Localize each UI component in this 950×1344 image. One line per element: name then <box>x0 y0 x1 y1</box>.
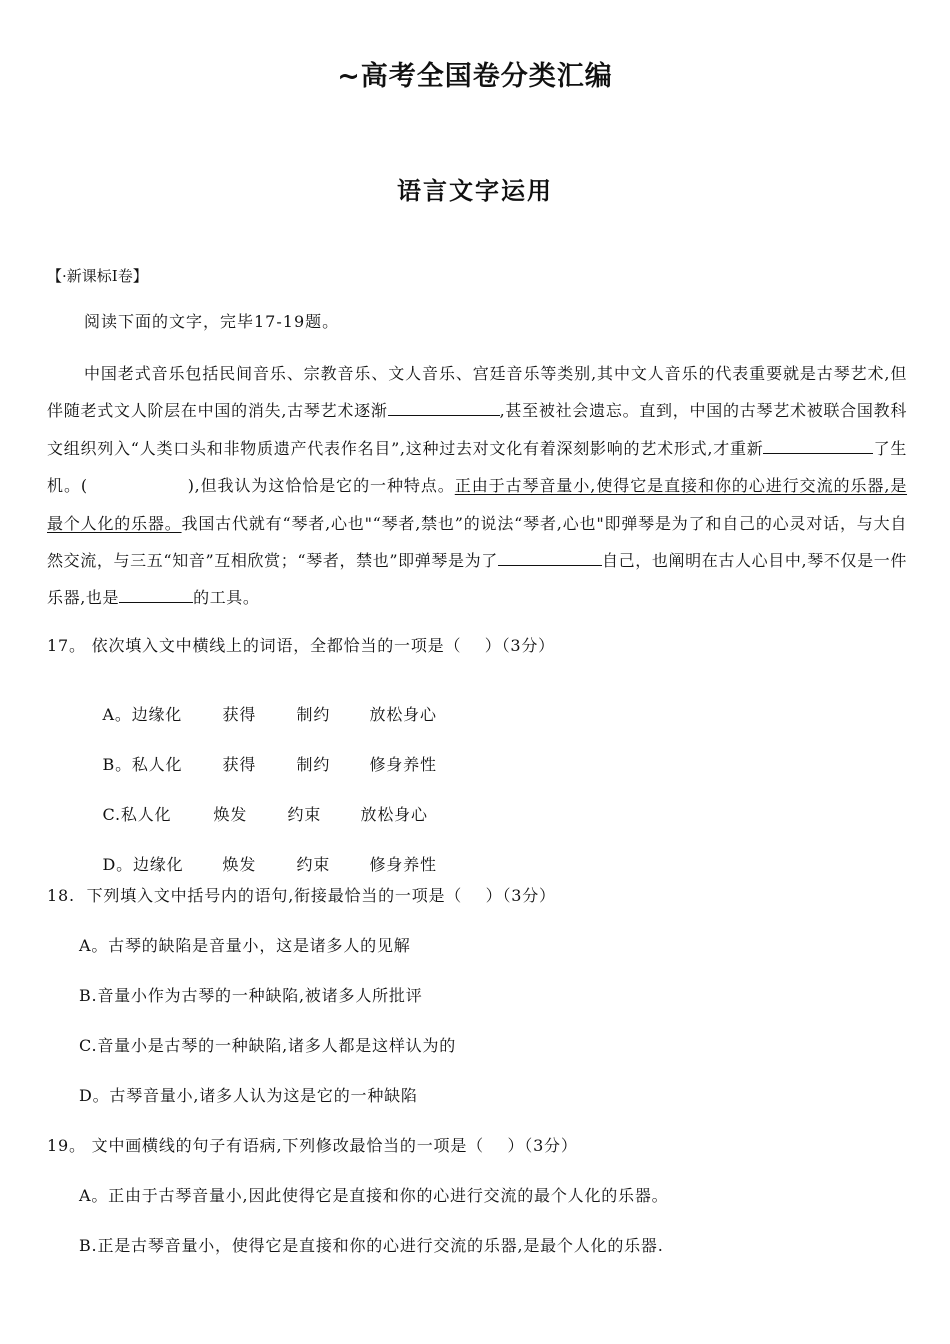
exam-source-tag: 【·新课标Ⅰ卷】 <box>47 267 148 285</box>
question-18-option-b: B.音量小作为古琴的一种缺陷,被诸多人所批评 <box>79 986 423 1005</box>
question-17-stem: 17。 依次填入文中横线上的词语，全都恰当的一项是（ ）（3分） <box>47 636 555 655</box>
option-word: 制约 <box>296 755 331 774</box>
passage-text-4: ),但我认为这恰恰是它的一种特点。 <box>187 476 455 496</box>
option-word: 放松身心 <box>369 705 437 724</box>
passage-text-7: 的工具。 <box>193 588 260 608</box>
option-word: 放松身心 <box>360 805 428 824</box>
question-19-option-a: A。正由于古琴音量小,因此使得它是直接和你的心进行交流的最个人化的乐器。 <box>79 1186 669 1205</box>
option-word: A。边缘化 <box>102 705 183 724</box>
fill-blank-1 <box>388 399 500 417</box>
option-word: 约束 <box>287 805 322 824</box>
reading-passage <box>47 355 907 617</box>
question-18-stem: 18. 下列填入文中括号内的语句,衔接最恰当的一项是（ ）（3分） <box>47 886 556 905</box>
option-word: 获得 <box>222 705 257 724</box>
option-word: D。边缘化 <box>102 855 184 874</box>
option-word: 修身养性 <box>369 755 437 774</box>
option-word: 约束 <box>296 855 331 874</box>
passage-text-5: 我国古代就有“琴者,心也"“琴者,禁也”的说法“琴者,心也"即弹琴是为了和自己的心灵对话，与大自然交流，与三五“知音”互相欣赏；“琴者，禁也”即弹琴是为了 <box>47 513 907 571</box>
document-title: ~高考全国卷分类汇编 <box>337 61 613 92</box>
underlined-sentence: 正由于古琴音量小,使得它是直接和你的心进行交流的乐器,是最个人化的乐器。 <box>47 476 908 533</box>
option-word: 获得 <box>222 755 257 774</box>
option-word: 焕发 <box>213 805 248 824</box>
option-word: B。私人化 <box>102 755 183 774</box>
fill-blank-2 <box>763 436 873 454</box>
passage-text-2: ,甚至被社会遗忘。直到，中国的古琴艺术被联合国教科文组织列入“人类口头和非物质遗产代表作名目”,这种过去对文化有着深刻影响的艺术形式,才重新 <box>47 401 907 458</box>
fill-blank-3 <box>498 548 602 566</box>
question-18-option-d: D。古琴音量小,诸多人认为这是它的一种缺陷 <box>79 1086 418 1105</box>
question-19-option-b: B.正是古琴音量小，使得它是直接和你的心进行交流的乐器,是最个人化的乐器. <box>79 1236 664 1255</box>
passage-text-1: 中国老式音乐包括民间音乐、宗教音乐、文人音乐、宫廷音乐等类别,其中文人音乐的代表重要就是古琴艺术,但伴随老式文人阶层在中国的消失,古琴艺术逐渐 <box>47 364 907 421</box>
option-word: 焕发 <box>222 855 257 874</box>
question-18-option-c: C.音量小是古琴的一种缺陷,诸多人都是这样认为的 <box>79 1036 457 1055</box>
option-word: 制约 <box>296 705 331 724</box>
fill-blank-4 <box>119 586 193 604</box>
reading-instruction: 阅读下面的文字，完毕17-19题。 <box>84 312 340 331</box>
question-18-option-a: A。古琴的缺陷是音量小，这是诸多人的见解 <box>79 936 411 955</box>
option-word: C.私人化 <box>102 805 172 824</box>
option-word: 修身养性 <box>369 855 437 874</box>
question-19-stem: 19。 文中画横线的句子有语病,下列修改最恰当的一项是（ ）（3分） <box>47 1136 578 1155</box>
section-title: 语言文字运用 <box>397 176 553 205</box>
passage-text-3: 了生机。( <box>47 438 907 496</box>
passage-text-6: 自己，也阐明在古人心目中,琴不仅是一件乐器,也是 <box>47 551 907 608</box>
